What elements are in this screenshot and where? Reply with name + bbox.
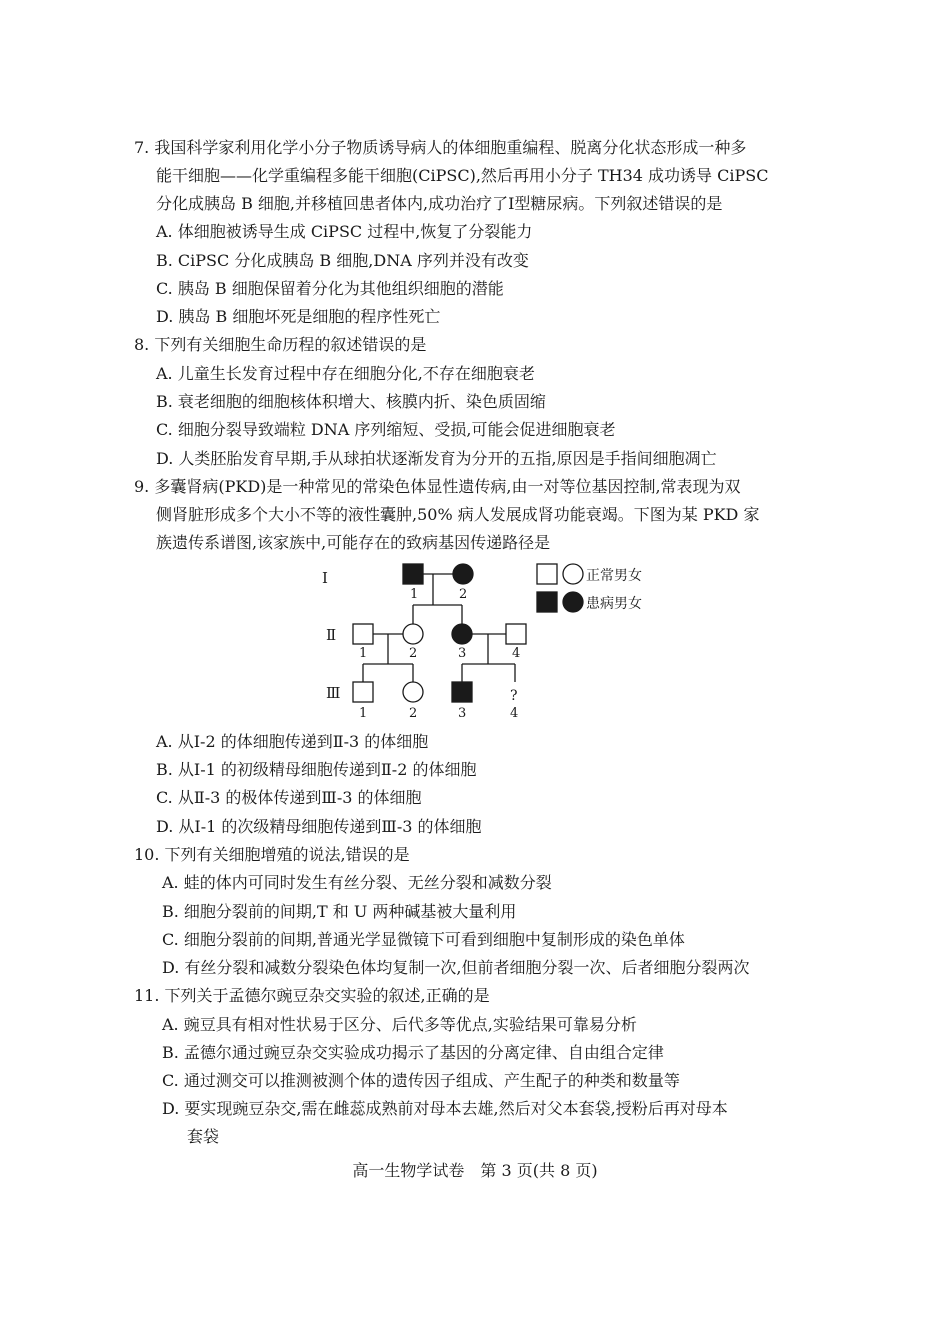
q8-option-d: D. 人类胚胎发育早期,手从球拍状逐渐发育为分开的五指,原因是手指间细胞凋亡 (156, 449, 717, 468)
q9-stem-line-3: 族遗传系谱图,该家族中,可能存在的致病基因传递路径是 (156, 533, 551, 552)
number-iii4: 4 (510, 706, 519, 721)
q7-stem-line-3: 分化成胰岛 B 细胞,并移植回患者体内,成功治疗了Ⅰ型糖尿病。下列叙述错误的是 (156, 194, 723, 213)
q7-stem-line-1: 7. 我国科学家利用化学小分子物质诱导病人的体细胞重编程、脱离分化状态形成一种多 (134, 138, 747, 157)
q7-option-d: D. 胰岛 B 细胞坏死是细胞的程序性死亡 (156, 307, 441, 326)
individual-ii2-normal-female (403, 624, 423, 644)
page-footer: 高一生物学试卷 第 3 页(共 8 页) (352, 1161, 598, 1180)
q10-option-d: D. 有丝分裂和减数分裂染色体均复制一次,但前者细胞分裂一次、后者细胞分裂两次 (162, 958, 750, 977)
legend-normal-male-symbol (537, 564, 557, 584)
q9-option-a: A. 从Ⅰ-2 的体细胞传递到Ⅱ-3 的体细胞 (156, 732, 429, 751)
individual-i1-affected-male (403, 564, 423, 584)
legend-affected-label: 患病男女 (586, 596, 642, 612)
q8-option-a: A. 儿童生长发育过程中存在细胞分化,不存在细胞衰老 (156, 364, 535, 383)
legend-normal-label: 正常男女 (586, 568, 642, 584)
number-i1: 1 (410, 587, 419, 602)
q10-option-b: B. 细胞分裂前的间期,T 和 U 两种碱基被大量利用 (162, 902, 517, 921)
q11-option-d-continuation: 套袋 (187, 1127, 220, 1146)
q9-option-d: D. 从Ⅰ-1 的次级精母细胞传递到Ⅲ-3 的体细胞 (156, 817, 482, 836)
number-ii1: 1 (359, 646, 368, 661)
q10-option-c: C. 细胞分裂前的间期,普通光学显微镜下可看到细胞中复制形成的染色单体 (162, 930, 685, 949)
q8-stem: 8. 下列有关细胞生命历程的叙述错误的是 (134, 335, 427, 354)
generation-label-3: Ⅲ (326, 684, 341, 702)
q11-option-c: C. 通过测交可以推测被测个体的遗传因子组成、产生配子的种类和数量等 (162, 1071, 680, 1090)
individual-ii1-normal-male (353, 624, 373, 644)
q9-stem-line-1: 9. 多囊肾病(PKD)是一种常见的常染色体显性遗传病,由一对等位基因控制,常表现为双 (134, 477, 741, 496)
legend-affected-female-symbol (563, 592, 583, 612)
q11-option-b: B. 孟德尔通过豌豆杂交实验成功揭示了基因的分离定律、自由组合定律 (162, 1043, 664, 1062)
q11-stem: 11. 下列关于孟德尔豌豆杂交实验的叙述,正确的是 (134, 986, 490, 1005)
q10-stem: 10. 下列有关细胞增殖的说法,错误的是 (134, 845, 410, 864)
number-ii3: 3 (458, 646, 467, 661)
individual-iii1-normal-male (353, 682, 373, 702)
q10-option-a: A. 蛙的体内可同时发生有丝分裂、无丝分裂和减数分裂 (162, 873, 552, 892)
number-ii2: 2 (409, 646, 418, 661)
q7-stem-line-2: 能干细胞——化学重编程多能干细胞(CiPSC),然后再用小分子 TH34 成功诱导 CiPSC (156, 166, 769, 185)
individual-iii3-affected-male (452, 682, 472, 702)
individual-ii3-affected-female (452, 624, 472, 644)
individual-ii4-normal-male (506, 624, 526, 644)
number-i2: 2 (459, 587, 468, 602)
q9-option-b: B. 从Ⅰ-1 的初级精母细胞传递到Ⅱ-2 的体细胞 (156, 760, 477, 779)
q7-option-a: A. 体细胞被诱导生成 CiPSC 过程中,恢复了分裂能力 (156, 222, 533, 241)
generation-label-1: Ⅰ (322, 569, 328, 587)
q7-option-c: C. 胰岛 B 细胞保留着分化为其他组织细胞的潜能 (156, 279, 504, 298)
q11-option-d: D. 要实现豌豆杂交,需在雌蕊成熟前对母本去雄,然后对父本套袋,授粉后再对母本 (162, 1099, 728, 1118)
individual-i2-affected-female (453, 564, 473, 584)
q7-option-b: B. CiPSC 分化成胰岛 B 细胞,DNA 序列并没有改变 (156, 251, 529, 270)
number-iii2: 2 (409, 706, 418, 721)
individual-iii2-normal-female (403, 682, 423, 702)
number-ii4: 4 (512, 646, 521, 661)
q8-option-b: B. 衰老细胞的细胞核体积增大、核膜内折、染色质固缩 (156, 392, 546, 411)
individual-iii4-unknown: ? (510, 688, 518, 704)
q11-option-a: A. 豌豆具有相对性状易于区分、后代多等优点,实验结果可靠易分析 (162, 1015, 637, 1034)
number-iii3: 3 (458, 706, 467, 721)
legend-normal-female-symbol (563, 564, 583, 584)
q8-option-c: C. 细胞分裂导致端粒 DNA 序列缩短、受损,可能会促进细胞衰老 (156, 420, 616, 439)
number-iii1: 1 (359, 706, 368, 721)
q9-stem-line-2: 侧肾脏形成多个大小不等的液性囊肿,50% 病人发展成肾功能衰竭。下图为某 PKD 家 (156, 505, 760, 524)
legend-affected-male-symbol (537, 592, 557, 612)
generation-label-2: Ⅱ (326, 626, 337, 644)
q9-option-c: C. 从Ⅱ-3 的极体传递到Ⅲ-3 的体细胞 (156, 788, 422, 807)
